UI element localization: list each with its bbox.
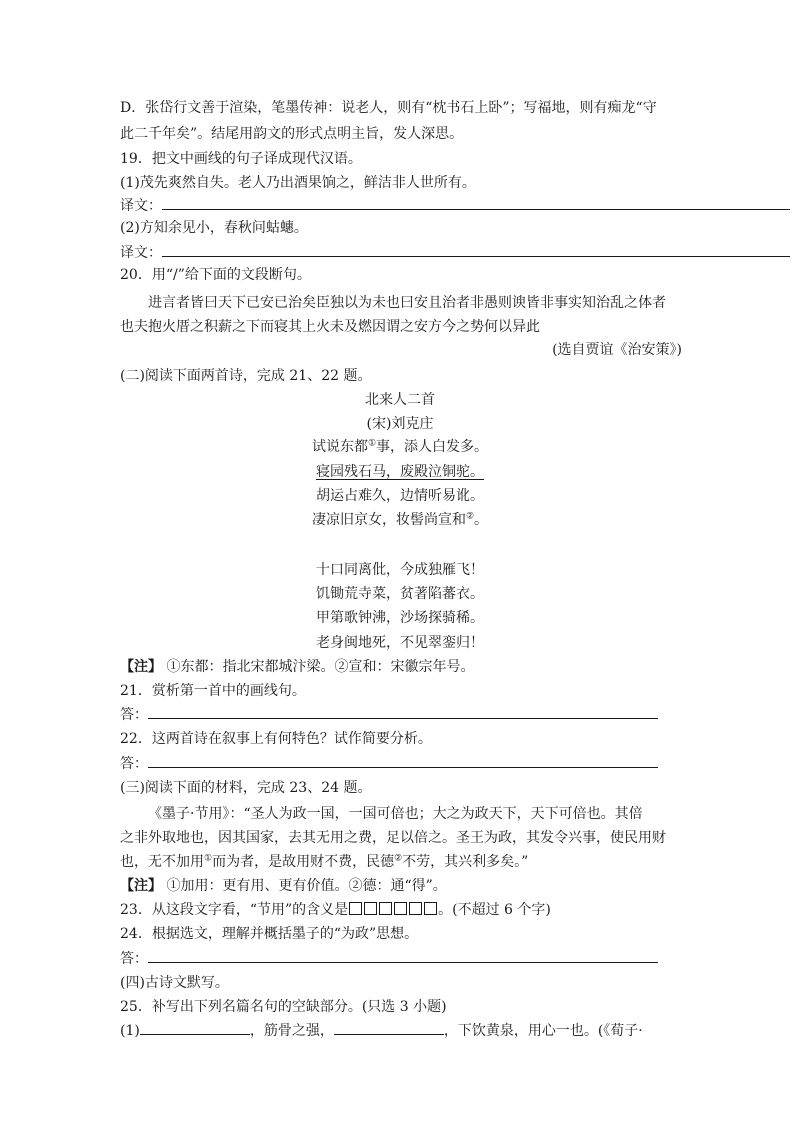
question-19-answer-1 bbox=[120, 197, 790, 215]
note-text: ①东都：指北宋都城汴梁。②宣和：宋徽宗年号。 bbox=[162, 659, 475, 675]
poem-text: 事，添人白发多。 bbox=[376, 439, 489, 455]
footnote-marker: ② bbox=[465, 511, 475, 522]
footnote-marker: ① bbox=[367, 438, 377, 449]
poem-text: 凄凉旧京女，妆髻尚宣和 bbox=[311, 512, 466, 528]
question-24: 24．根据选文，理解并概括墨子的“为政”思想。 bbox=[120, 926, 419, 942]
translation-label: 译文： bbox=[120, 245, 162, 261]
question-19-item-1: (1)茂先爽然自失。老人乃出酒果饷之，鲜洁非人世所有。 bbox=[120, 175, 476, 191]
question-22-answer bbox=[120, 755, 658, 773]
note-tag: 【注】 bbox=[120, 659, 162, 675]
answer-blank[interactable] bbox=[148, 755, 658, 768]
translation-label: 译文： bbox=[120, 198, 162, 214]
question-21-answer bbox=[120, 706, 658, 724]
question-24-answer bbox=[120, 950, 658, 968]
answer-label: 答： bbox=[120, 756, 148, 772]
answer-label: 答： bbox=[120, 707, 148, 723]
section-3-heading: (三)阅读下面的材料，完成 23、24 题。 bbox=[120, 780, 372, 796]
section-4-heading: (四)古诗文默写。 bbox=[120, 975, 229, 991]
question-25-item-1 bbox=[120, 1022, 643, 1040]
question-25: 25．补写出下列名篇名句的空缺部分。(只选 3 小题) bbox=[120, 999, 447, 1015]
poem-2-line-1: 十口同离仳，今成独雁飞！ bbox=[316, 562, 484, 578]
answer-box[interactable] bbox=[424, 902, 437, 915]
poem-1-line-1 bbox=[0, 438, 800, 456]
answer-blank[interactable] bbox=[148, 706, 658, 719]
answer-blank[interactable] bbox=[148, 950, 658, 963]
question-22: 22．这两首诗在叙事上有何特色？试作简要分析。 bbox=[120, 731, 432, 747]
poem-1-line-2 bbox=[0, 463, 800, 481]
poem-2-line-3: 甲第歌钟沸，沙场探骑稀。 bbox=[316, 610, 484, 626]
question-20: 20．用“/”给下面的文段断句。 bbox=[120, 267, 311, 283]
passage-text: 也，无不加用 bbox=[120, 854, 204, 870]
question-text: 。(不超过 6 个字) bbox=[438, 902, 551, 918]
section-2-heading: (二)阅读下面两首诗，完成 21、22 题。 bbox=[120, 368, 372, 384]
answer-boxes[interactable] bbox=[348, 902, 438, 918]
mozi-notes bbox=[120, 877, 447, 895]
poem-text: 试说东都 bbox=[311, 439, 368, 455]
answer-blank[interactable] bbox=[162, 197, 790, 210]
question-20-source: (选自贾谊《治安策》) bbox=[552, 342, 682, 358]
answer-blank[interactable] bbox=[162, 244, 790, 257]
passage-text: 不劳，其兴利多矣。” bbox=[402, 854, 529, 870]
note-tag: 【注】 bbox=[120, 878, 162, 894]
poem-title: 北来人二首 bbox=[365, 392, 435, 408]
poem-1-line-4 bbox=[0, 511, 800, 529]
question-text: ，筋骨之强， bbox=[249, 1023, 334, 1039]
poem-2-line-2: 饥锄荒寺菜，贫著陷蕃衣。 bbox=[316, 586, 484, 602]
question-19: 19．把文中画线的句子译成现代汉语。 bbox=[120, 151, 362, 167]
option-d-line2: 此二千年矣”。结尾用韵文的形式点明主旨，发人深思。 bbox=[120, 126, 464, 142]
footnote-marker: ① bbox=[204, 853, 213, 864]
question-20-passage-line2: 也夫抱火厝之积薪之下而寝其上火未及燃因谓之安方今之势何以异此 bbox=[120, 319, 540, 335]
mozi-passage-line3 bbox=[120, 853, 528, 871]
answer-box[interactable] bbox=[349, 902, 362, 915]
item-number: (1) bbox=[120, 1023, 140, 1039]
poem-2-line-4: 老身闽地死，不见翠銮归！ bbox=[316, 635, 484, 651]
answer-box[interactable] bbox=[364, 902, 377, 915]
question-text: 23．从这段文字看，“节用”的含义是 bbox=[120, 902, 349, 918]
poem-notes bbox=[120, 658, 474, 676]
mozi-passage-line2: 之非外取地也，因其国家，去其无用之费，足以倍之。圣王为政，其发令兴事，使民用财 bbox=[120, 830, 666, 846]
answer-box[interactable] bbox=[409, 902, 422, 915]
option-d-line1: D．张岱行文善于渲染，笔墨传神：说老人，则有“枕书石上卧”；写福地，则有痴龙“守 bbox=[120, 100, 657, 116]
poem-author: (宋)刘克庄 bbox=[366, 416, 434, 432]
question-text: ，下饮黄泉，用心一也。(《荀子· bbox=[443, 1023, 643, 1039]
answer-box[interactable] bbox=[394, 902, 407, 915]
question-19-answer-2 bbox=[120, 244, 790, 262]
fill-blank[interactable] bbox=[140, 1022, 250, 1035]
question-19-item-2: (2)方知余见小，春秋问蛄蟪。 bbox=[120, 220, 308, 236]
underlined-poem-line: 寝园残石马，废殿泣铜驼。 bbox=[316, 464, 484, 480]
mozi-passage-line1: 《墨子·节用》：“圣人为政一国，一国可倍也；大之为政天下，天下可倍也。其倍 bbox=[148, 806, 643, 822]
question-23 bbox=[120, 901, 551, 919]
poem-1-line-3: 胡运占难久，边情听易讹。 bbox=[316, 488, 484, 504]
poem-text: 。 bbox=[474, 512, 489, 528]
answer-box[interactable] bbox=[379, 902, 392, 915]
note-text: ①加用：更有用、更有价值。②德：通“得”。 bbox=[162, 878, 447, 894]
question-21: 21．赏析第一首中的画线句。 bbox=[120, 683, 306, 699]
passage-text: 而为者，是故用财不费，民德 bbox=[212, 854, 395, 870]
question-20-passage-line1: 进言者皆曰天下已安已治矣臣独以为未也曰安且治者非愚则谀皆非事实知治乱之体者 bbox=[148, 295, 666, 311]
answer-label: 答： bbox=[120, 951, 148, 967]
footnote-marker: ② bbox=[394, 853, 403, 864]
fill-blank[interactable] bbox=[334, 1022, 444, 1035]
